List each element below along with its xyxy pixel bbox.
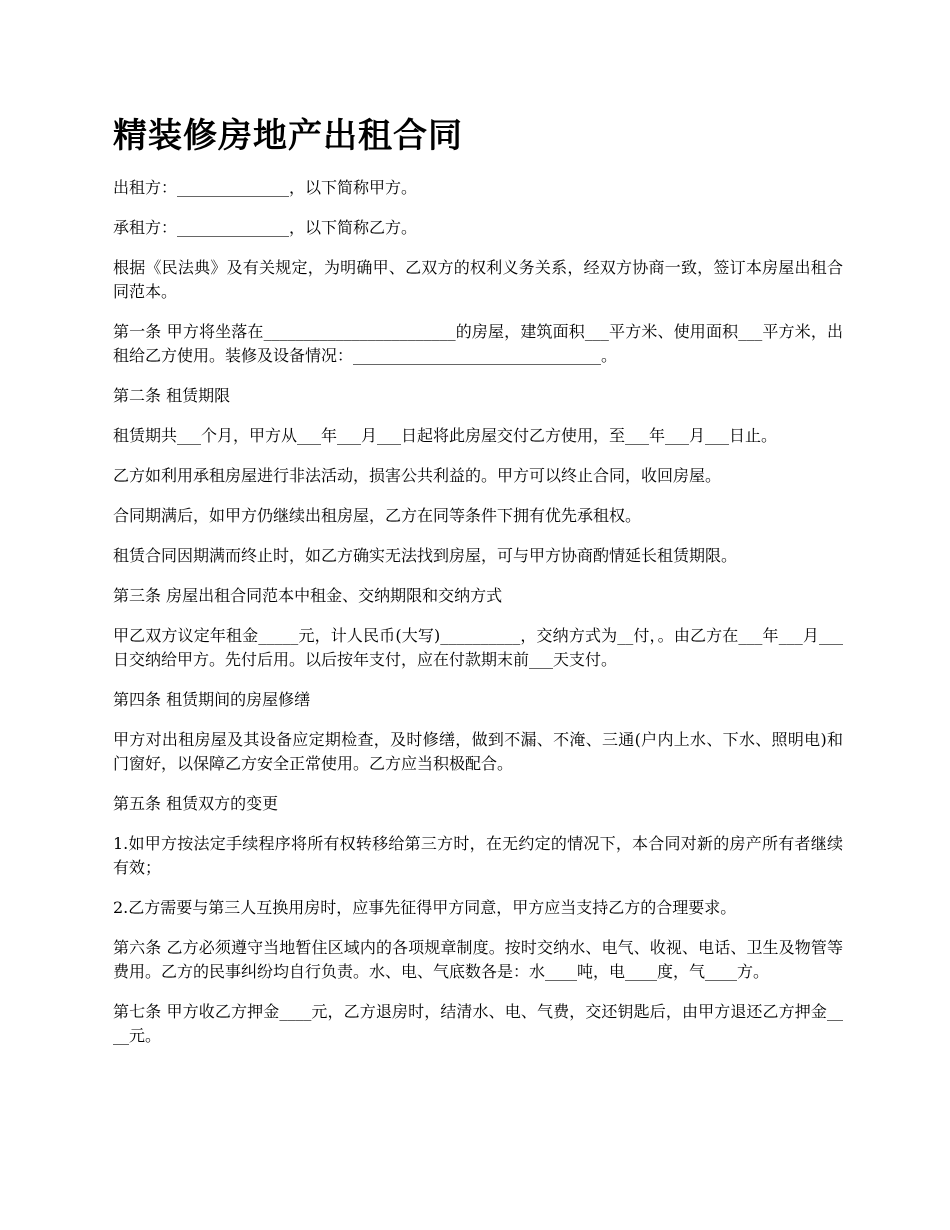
paragraph-lessee: 承租方：______________，以下简称乙方。 (113, 218, 418, 237)
paragraph-article-6: 第六条 乙方必须遵守当地暂住区域内的各项规章制度。按时交纳水、电气、收视、电话、卫生及物管等费用。乙方的民事纠纷均自行负责。水、电、气底数各是：水____吨，电____度，气____方。 (113, 938, 843, 981)
paragraph-article-7: 第七条 甲方收乙方押金____元，乙方退房时，结清水、电、气费，交还钥匙后，由甲方退还乙方押金____元。 (113, 1002, 843, 1045)
paragraph-housing-swap: 2.乙方需要与第三人互换用房时，应事先征得甲方同意，甲方应当支持乙方的合理要求。 (113, 898, 737, 917)
paragraph-rent-payment: 甲乙双方议定年租金_____元，计人民币(大写)__________，交纳方式为__付，。由乙方在___年___月___日交纳给甲方。先付后用。以后按年支付，应在付款期末前___天支付。 (113, 626, 843, 669)
document-title: 精装修房地产出租合同 (113, 116, 463, 156)
paragraph-lease-term: 租赁期共___个月，甲方从___年___月___日起将此房屋交付乙方使用，至___年___月___日止。 (113, 426, 778, 445)
heading-article-3: 第三条 房屋出租合同范本中租金、交纳期限和交纳方式 (113, 586, 503, 605)
paragraph-illegal-use: 乙方如利用承租房屋进行非法活动，损害公共利益的。甲方可以终止合同，收回房屋。 (113, 466, 722, 485)
paragraph-priority-renewal: 合同期满后，如甲方仍继续出租房屋，乙方在同等条件下拥有优先承租权。 (113, 506, 642, 525)
paragraph-repairs: 甲方对出租房屋及其设备应定期检查，及时修缮，做到不漏、不淹、三通(户内上水、下水、照明电)和门窗好，以保障乙方安全正常使用。乙方应当积极配合。 (113, 730, 843, 773)
document-page (113, 112, 843, 1064)
paragraph-ownership-transfer: 1.如甲方按法定手续程序将所有权转移给第三方时，在无约定的情况下，本合同对新的房产所有者继续有效； (113, 834, 843, 877)
heading-article-5: 第五条 租赁双方的变更 (113, 794, 279, 813)
heading-article-4: 第四条 租赁期间的房屋修缮 (113, 690, 311, 709)
paragraph-lessor: 出租方：______________，以下简称甲方。 (113, 178, 418, 197)
paragraph-term-extension: 租赁合同因期满而终止时，如乙方确实无法找到房屋，可与甲方协商酌情延长租赁期限。 (113, 546, 738, 565)
paragraph-article-1: 第一条 甲方将坐落在________________________的房屋，建筑面积___平方米、使用面积___平方米，出租给乙方使用。装修及设备情况：_______________________________。 (113, 322, 843, 365)
heading-article-2: 第二条 租赁期限 (113, 386, 231, 405)
paragraph-preamble: 根据《民法典》及有关规定，为明确甲、乙双方的权利义务关系，经双方协商一致，签订本房屋出租合同范本。 (113, 258, 843, 301)
